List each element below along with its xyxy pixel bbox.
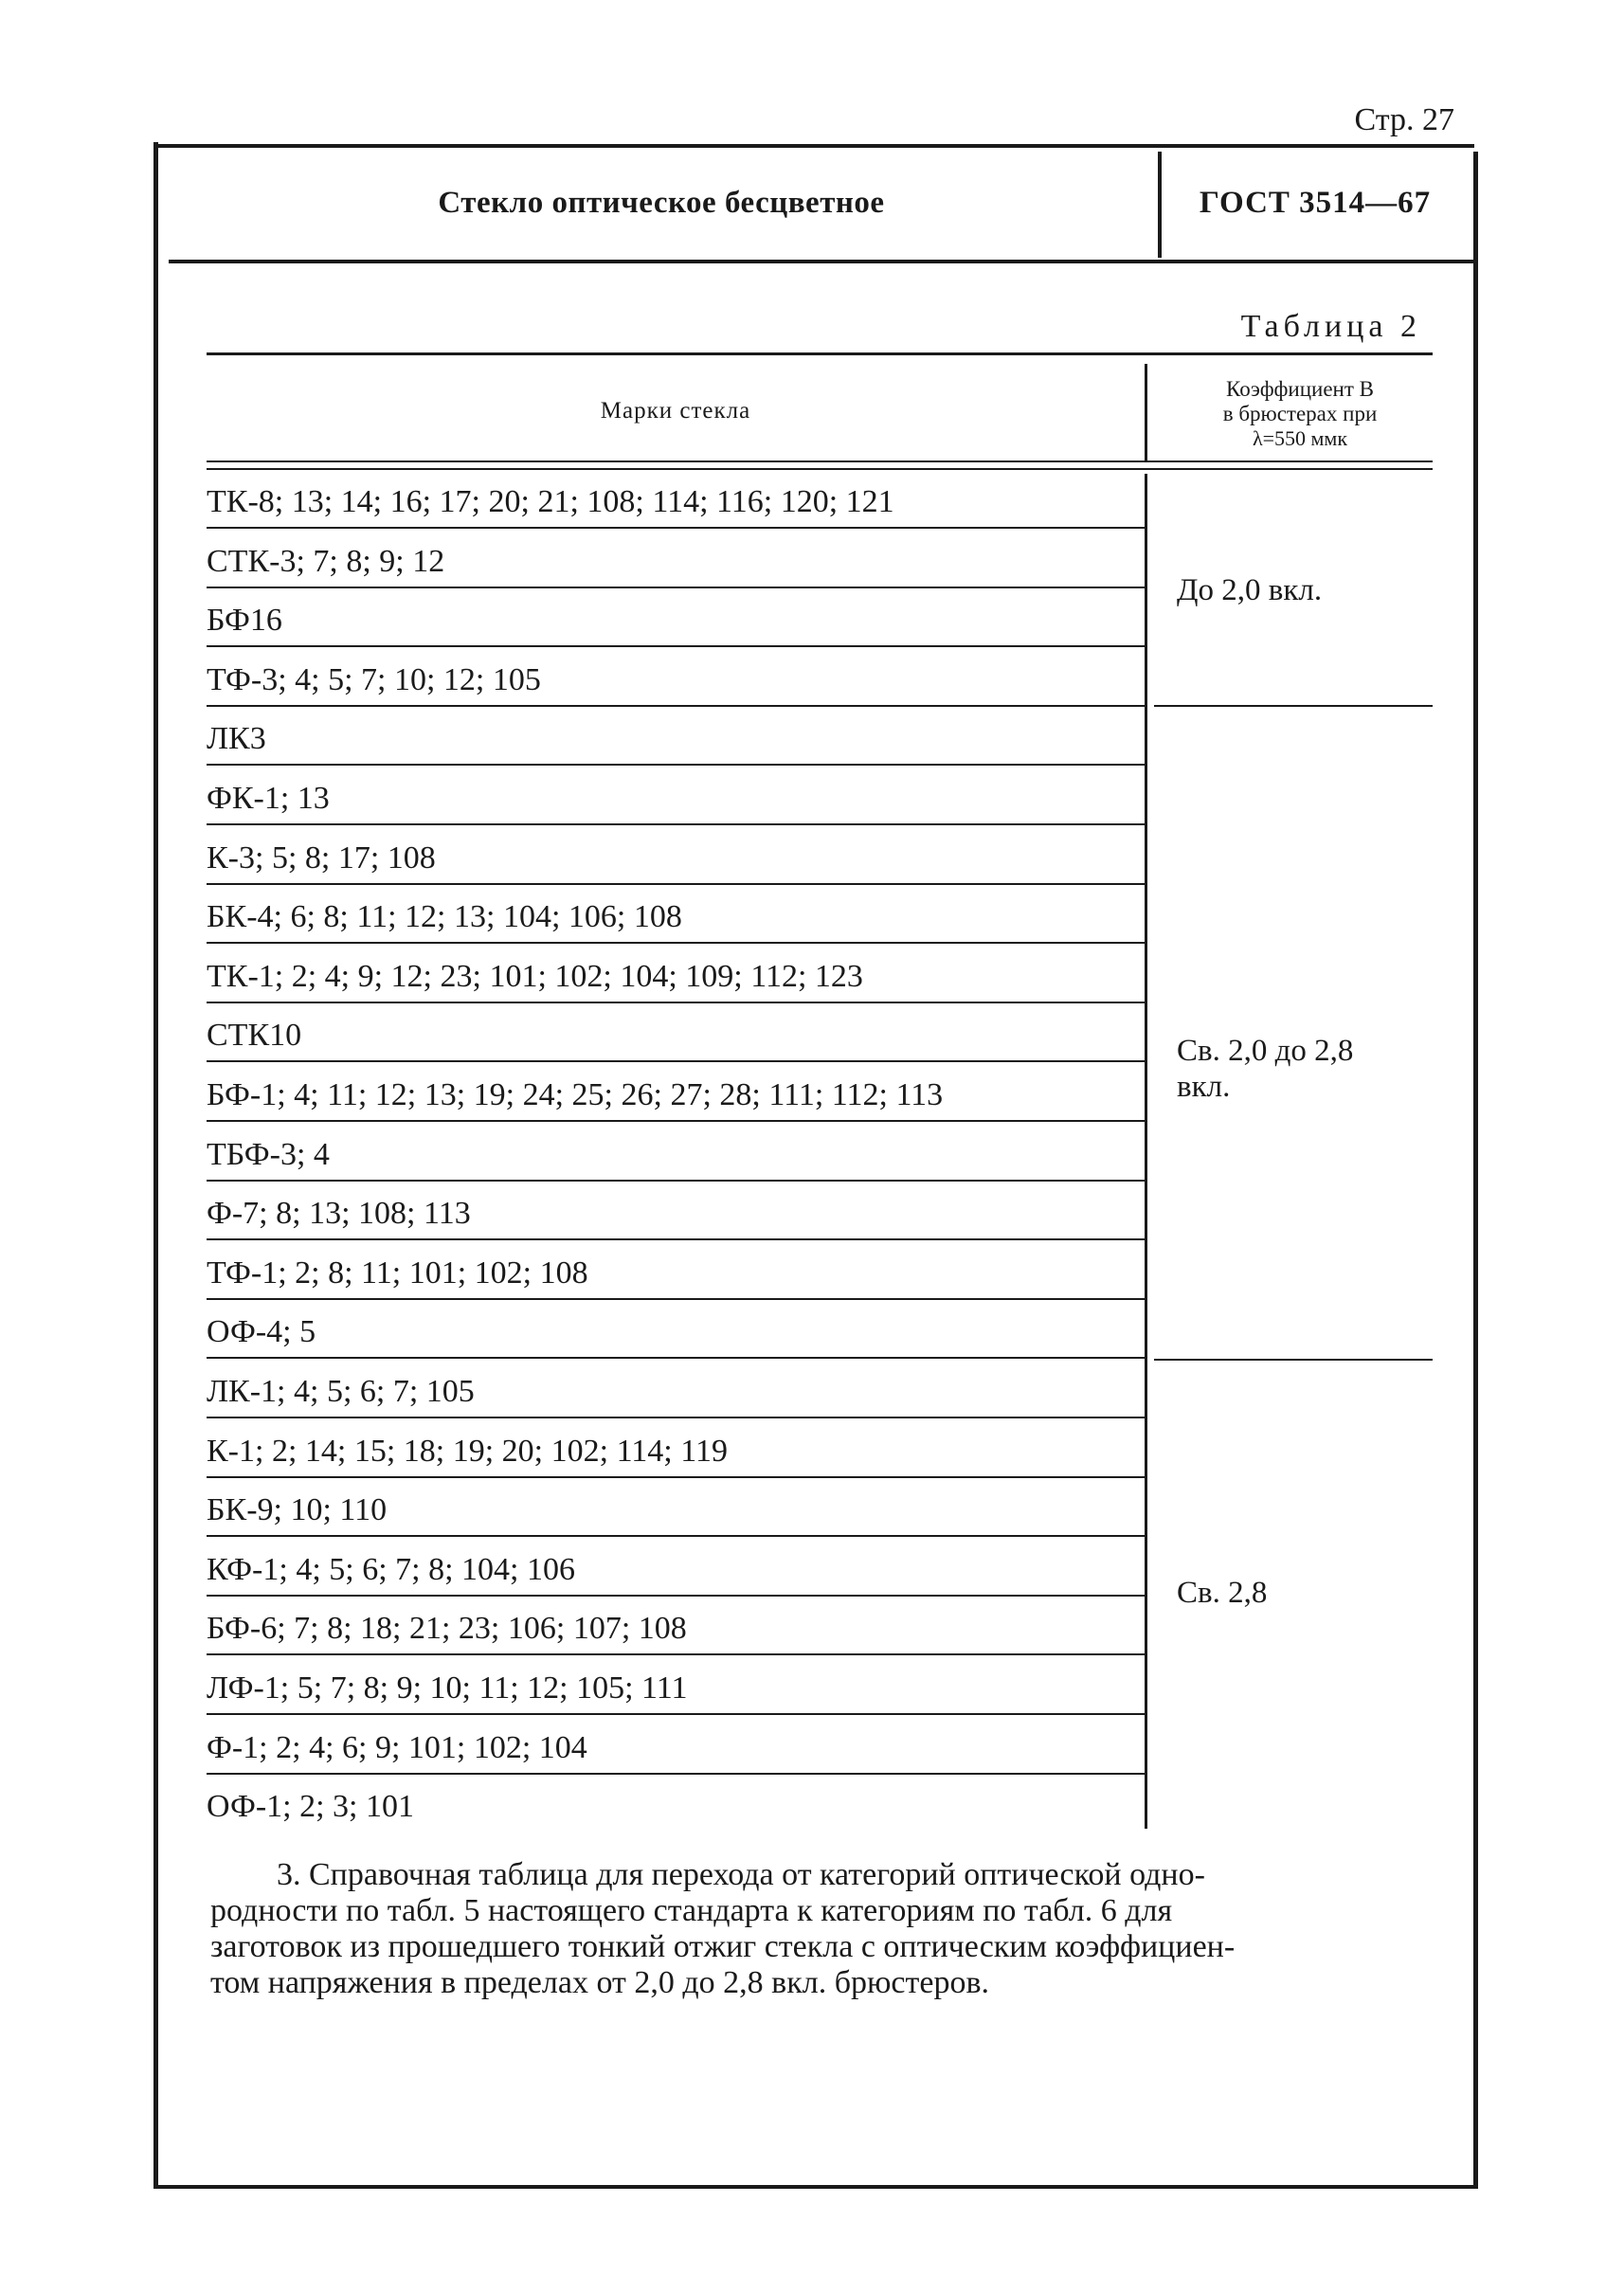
column-header-marks: Марки стекла	[600, 398, 751, 424]
glass-grade-row: ТФ-1; 2; 8; 11; 101; 102; 108	[207, 1255, 588, 1291]
row-rule	[207, 1595, 1145, 1597]
glass-grade-row: СТК10	[207, 1018, 302, 1054]
note-line: заготовок из прошедшего тонкий отжиг стекла с оптическим коэффициен-	[210, 1929, 1236, 1964]
header-divider	[1158, 152, 1162, 258]
group-value	[1177, 1033, 1452, 1105]
glass-grade-row: БФ-1; 4; 11; 12; 13; 19; 24; 25; 26; 27; 28; 111; 112; 113	[207, 1077, 944, 1112]
group-separator	[1154, 1359, 1433, 1361]
glass-grade-row: БК-4; 6; 8; 11; 12; 13; 104; 106; 108	[207, 899, 682, 935]
coefficient-header-line-1: Коэффициент B	[1226, 377, 1374, 401]
group-value-line: До 2,0 вкл.	[1177, 573, 1323, 607]
table-column-divider	[1145, 364, 1147, 460]
glass-grade-row: БФ-6; 7; 8; 18; 21; 23; 106; 107; 108	[207, 1611, 687, 1647]
row-rule	[207, 705, 1145, 707]
frame-right-border	[1473, 152, 1478, 2189]
row-rule	[207, 1180, 1145, 1182]
row-rule	[207, 1002, 1145, 1003]
row-rule	[207, 587, 1145, 588]
coefficient-header-line-3: λ=550 ммк	[1252, 426, 1348, 450]
table-head-rule-1	[207, 460, 1433, 462]
row-rule	[207, 1060, 1145, 1062]
coefficient-header-line-2: в брюстерах при	[1222, 402, 1378, 425]
column-header-coefficient	[1158, 377, 1442, 451]
frame-top-border	[157, 144, 1474, 148]
glass-grade-row: ОФ-4; 5	[207, 1314, 316, 1350]
row-rule	[207, 1298, 1145, 1300]
group-value	[1177, 1575, 1452, 1611]
glass-grade-row: ТФ-3; 4; 5; 7; 10; 12; 105	[207, 661, 541, 697]
glass-grade-row: ТБФ-3; 4	[207, 1136, 330, 1172]
note-line: родности по табл. 5 настоящего стандарта к категориям по табл. 6 для	[210, 1893, 1173, 1928]
glass-grade-row: КФ-1; 4; 5; 6; 7; 8; 104; 106	[207, 1551, 575, 1587]
frame-bottom-border	[153, 2185, 1478, 2189]
row-rule	[207, 764, 1145, 766]
row-rule	[207, 1357, 1145, 1359]
row-rule	[207, 527, 1145, 529]
row-rule	[207, 883, 1145, 885]
glass-grade-row: ЛК3	[207, 721, 266, 757]
frame-left-border	[153, 142, 158, 2189]
row-rule	[207, 1120, 1145, 1122]
group-value-line: Св. 2,8	[1177, 1576, 1268, 1610]
glass-grade-row: ФК-1; 13	[207, 781, 330, 816]
note-line: том напряжения в пределах от 2,0 до 2,8 вкл. брюстеров.	[210, 1965, 989, 2000]
table-head-rule-2	[207, 468, 1433, 470]
group-value-line: вкл.	[1177, 1070, 1231, 1104]
row-rule	[207, 942, 1145, 944]
row-rule	[207, 1773, 1145, 1775]
document-title: Стекло оптическое бесцветное	[438, 186, 885, 220]
group-value	[1177, 572, 1452, 608]
standard-code: ГОСТ 3514—67	[1199, 186, 1432, 220]
page-number: Стр. 27	[1354, 102, 1454, 137]
row-rule	[207, 1238, 1145, 1240]
glass-grade-row: СТК-3; 7; 8; 9; 12	[207, 543, 445, 579]
glass-grade-row: ОФ-1; 2; 3; 101	[207, 1789, 414, 1825]
group-separator	[1154, 705, 1433, 707]
glass-grade-row: ТК-8; 13; 14; 16; 17; 20; 21; 108; 114; 116; 120; 121	[207, 484, 894, 519]
table-top-rule	[207, 352, 1433, 355]
glass-grade-row: К-3; 5; 8; 17; 108	[207, 840, 436, 876]
row-rule	[207, 1653, 1145, 1655]
glass-grade-row: ЛФ-1; 5; 7; 8; 9; 10; 11; 12; 105; 111	[207, 1670, 688, 1706]
table-caption: Таблица 2	[1240, 309, 1421, 344]
row-rule	[207, 1476, 1145, 1478]
glass-grade-row: К-1; 2; 14; 15; 18; 19; 20; 102; 114; 119	[207, 1433, 728, 1469]
row-rule	[207, 823, 1145, 825]
glass-grade-row: Ф-1; 2; 4; 6; 9; 101; 102; 104	[207, 1729, 587, 1765]
table-column-divider-body	[1145, 474, 1147, 1829]
glass-grade-row: ЛК-1; 4; 5; 6; 7; 105	[207, 1374, 475, 1409]
glass-grade-row: БФ16	[207, 603, 282, 639]
note-line: 3. Справочная таблица для перехода от категорий оптической одно-	[277, 1857, 1205, 1892]
glass-grade-row: БК-9; 10; 110	[207, 1492, 388, 1528]
row-rule	[207, 1417, 1145, 1418]
row-rule	[207, 645, 1145, 647]
header-rule	[169, 260, 1474, 263]
glass-grade-row: ТК-1; 2; 4; 9; 12; 23; 101; 102; 104; 109; 112; 123	[207, 958, 863, 994]
row-rule	[207, 1535, 1145, 1537]
row-rule	[207, 1713, 1145, 1715]
group-value-line: Св. 2,0 до 2,8	[1177, 1034, 1354, 1068]
note-paragraph	[210, 1857, 1433, 2001]
glass-grade-row: Ф-7; 8; 13; 108; 113	[207, 1196, 471, 1232]
